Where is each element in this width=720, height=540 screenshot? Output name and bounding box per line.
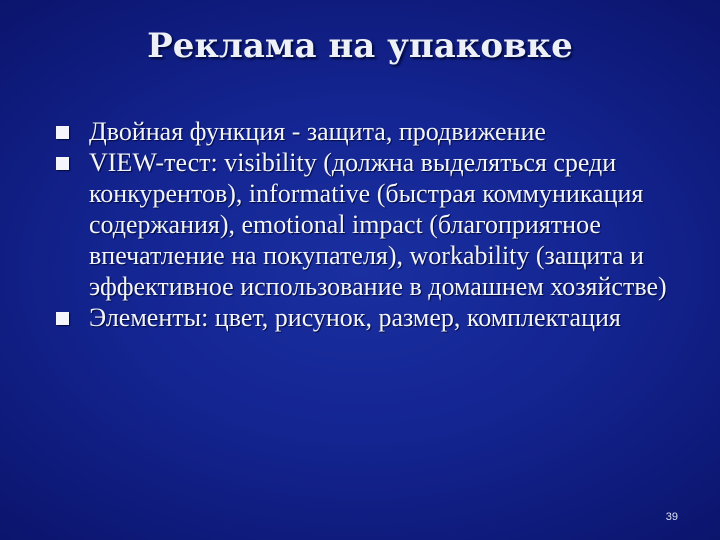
bullet-item <box>56 116 676 147</box>
bullet-item <box>56 302 676 333</box>
bullet-text: Двойная функция - защита, продвижение <box>89 117 546 146</box>
page-number: 39 <box>665 511 678 523</box>
square-bullet-icon <box>56 157 69 170</box>
bullet-item <box>56 147 676 302</box>
bullet-text: Элементы: цвет, рисунок, размер, комплектация <box>89 303 621 332</box>
square-bullet-icon <box>56 312 69 325</box>
bullet-text: VIEW-тест: visibility (должна выделяться среди конкурентов), informative (быстрая коммуникация содержания), emotional impact (благоприятное впечатление на покупателя), workability (защита и эффективное использование в домашнем хозяйстве) <box>89 148 667 301</box>
bullet-list <box>56 116 676 333</box>
square-bullet-icon <box>56 126 69 139</box>
slide-title: Реклама на упаковке <box>147 26 573 66</box>
